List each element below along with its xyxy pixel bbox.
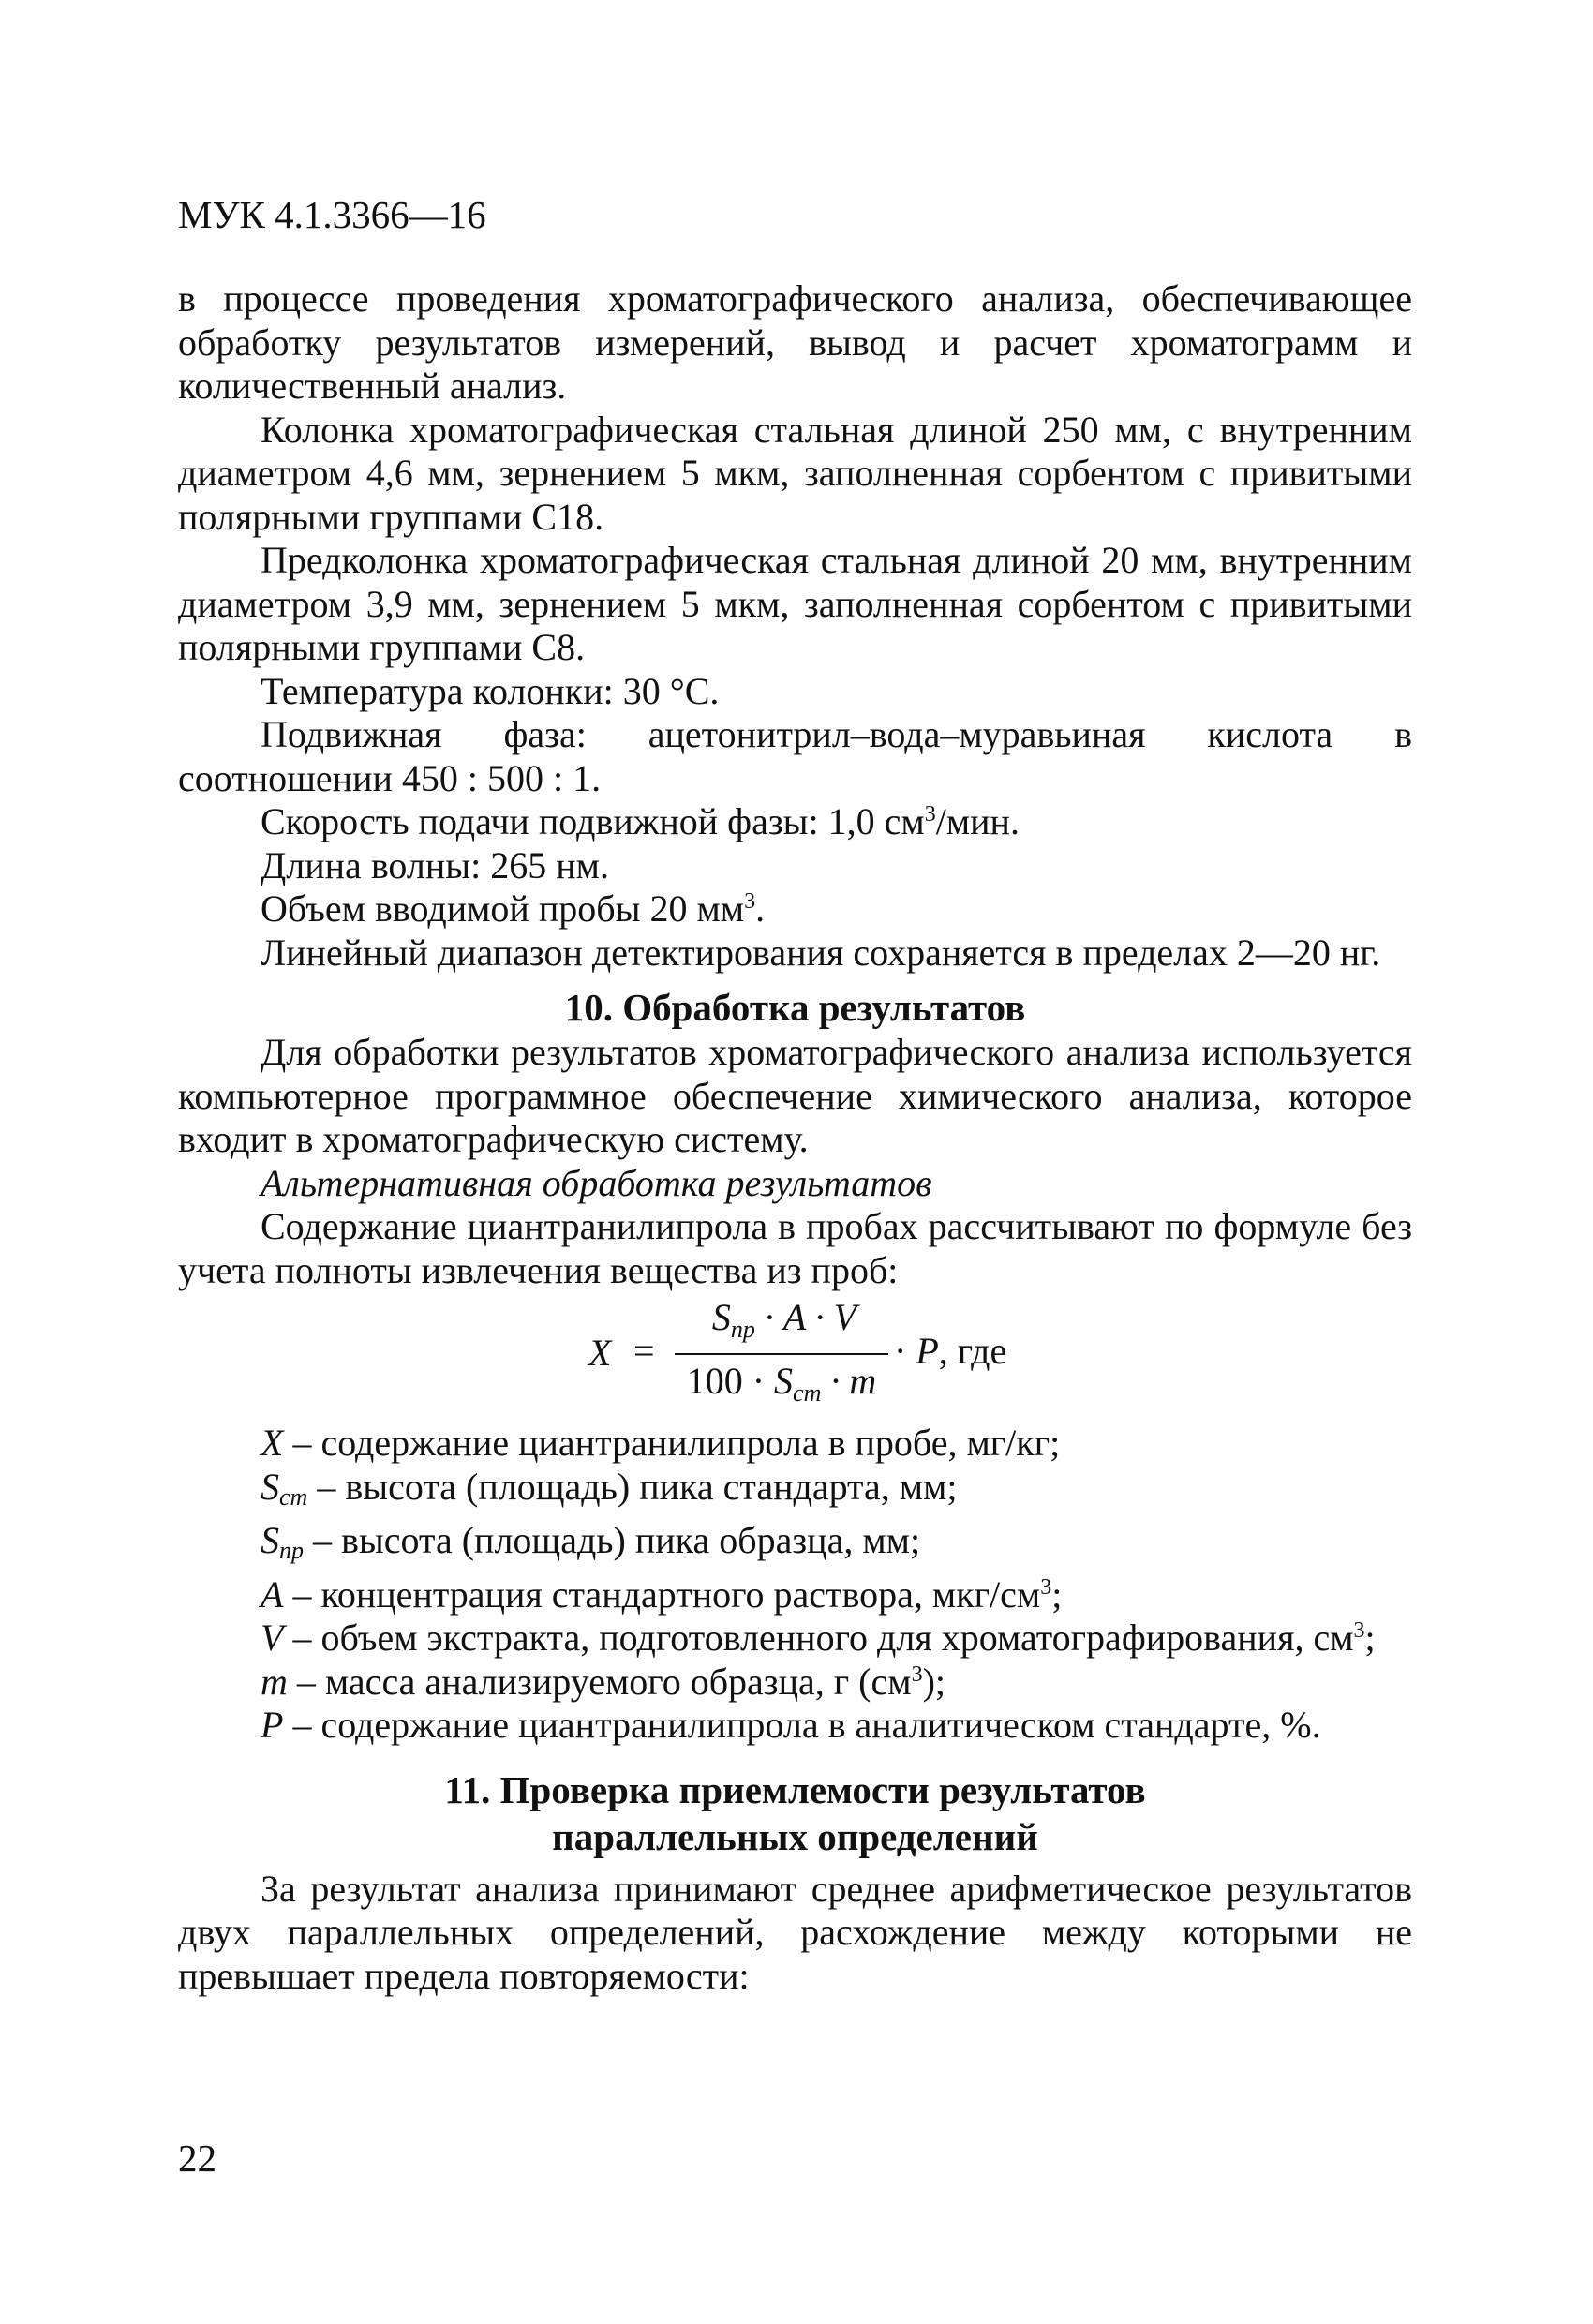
software-paragraph: Для обработки результатов хроматографического анализа используется компьютерное программное обеспечение химического анализа, которое входит в хроматографическую систему. [178, 1031, 1412, 1160]
page-body [178, 277, 1412, 1998]
section-11-heading-line-2: параллельных определений [552, 1814, 1038, 1858]
flow-rate-line: Скорость подачи подвижной фазы: 1,0 $см^3$/мин. [261, 800, 1020, 842]
wavelength-line: Длина волны: 265 нм. [261, 843, 609, 886]
definition-item: $S_{np}$ – высота (площадь) пика образца, мм; [261, 1519, 921, 1564]
formula-intro-paragraph: Содержание циантранилипрола в пробах рассчитывают по формуле без учета полноты извлечения вещества из проб: [178, 1205, 1412, 1291]
mobile-phase-paragraph: Подвижная фаза: ацетонитрил–вода–муравьиная кислота в соотношении 450 : 500 : 1. [178, 713, 1412, 799]
content-formula [178, 1296, 1412, 1412]
formula-rhs: · P, где [894, 1330, 1007, 1372]
section-11-heading-line-1: 11. Проверка приемлемости результатов [444, 1767, 1146, 1811]
page-number: 22 [178, 2137, 216, 2180]
document-code-header: МУК 4.1.3366—16 [178, 193, 486, 236]
column-paragraph: Колонка хроматографическая стальная длиной 250 мм, с внутренним диаметром 4,6 мм, зернением 5 мкм, заполненная сорбентом с привитыми полярными группами С18. [178, 408, 1412, 538]
definitions-list [178, 1422, 1412, 1748]
linear-range-line: Линейный диапазон детектирования сохраняется в пределах 2—20 нг. [261, 931, 1381, 974]
definition-item: V – объем экстракта, подготовленного для хроматографирования, $см^3$; [261, 1616, 1376, 1659]
section-11-paragraph: За результат анализа принимают среднее арифметическое результатов двух параллельных определений, расхождение между которыми не превышает предела повторяемости: [178, 1867, 1412, 1997]
formula-fraction-bar [675, 1353, 888, 1355]
temperature-line: Температура колонки: 30 °С. [261, 669, 720, 712]
formula-denominator: $100 \cdot S_{ст} \cdot m$ [686, 1360, 877, 1407]
definition-item: A – концентрация стандартного раствора, мкг/$см^3$; [261, 1572, 1063, 1616]
precolumn-paragraph: Предколонка хроматографическая стальная длиной 20 мм, внутренним диаметром 3,9 мм, зернением 5 мкм, заполненная сорбентом с привитыми полярными группами С8. [178, 539, 1412, 668]
definition-item: X – содержание циантранилипрола в пробе, мг/кг; [261, 1422, 1061, 1464]
injection-volume-line: Объем вводимой пробы 20 $мм^3$. [261, 887, 766, 930]
intro-continuation: в процессе проведения хроматографического анализа, обеспечивающее обработку результатов измерений, вывод и расчет хроматограмм и количественный анализ. [178, 277, 1412, 407]
definition-item: m – масса анализируемого образца, г $(см^3)$; [261, 1660, 945, 1703]
formula-numerator: $S_{пр} \cdot A \cdot V$ [711, 1296, 857, 1343]
definition-item: P – содержание циантранилипрола в аналитическом стандарте, %. [261, 1704, 1321, 1746]
alternative-processing-subtitle: Альтернативная обработка результатов [261, 1161, 932, 1204]
formula-equals: = [633, 1330, 655, 1372]
section-10-heading: 10. Обработка результатов [564, 986, 1026, 1029]
formula-lhs: X [588, 1332, 612, 1374]
definition-item: $S_{cm}$ – высота (площадь) пика стандарта, мм; [261, 1465, 958, 1511]
